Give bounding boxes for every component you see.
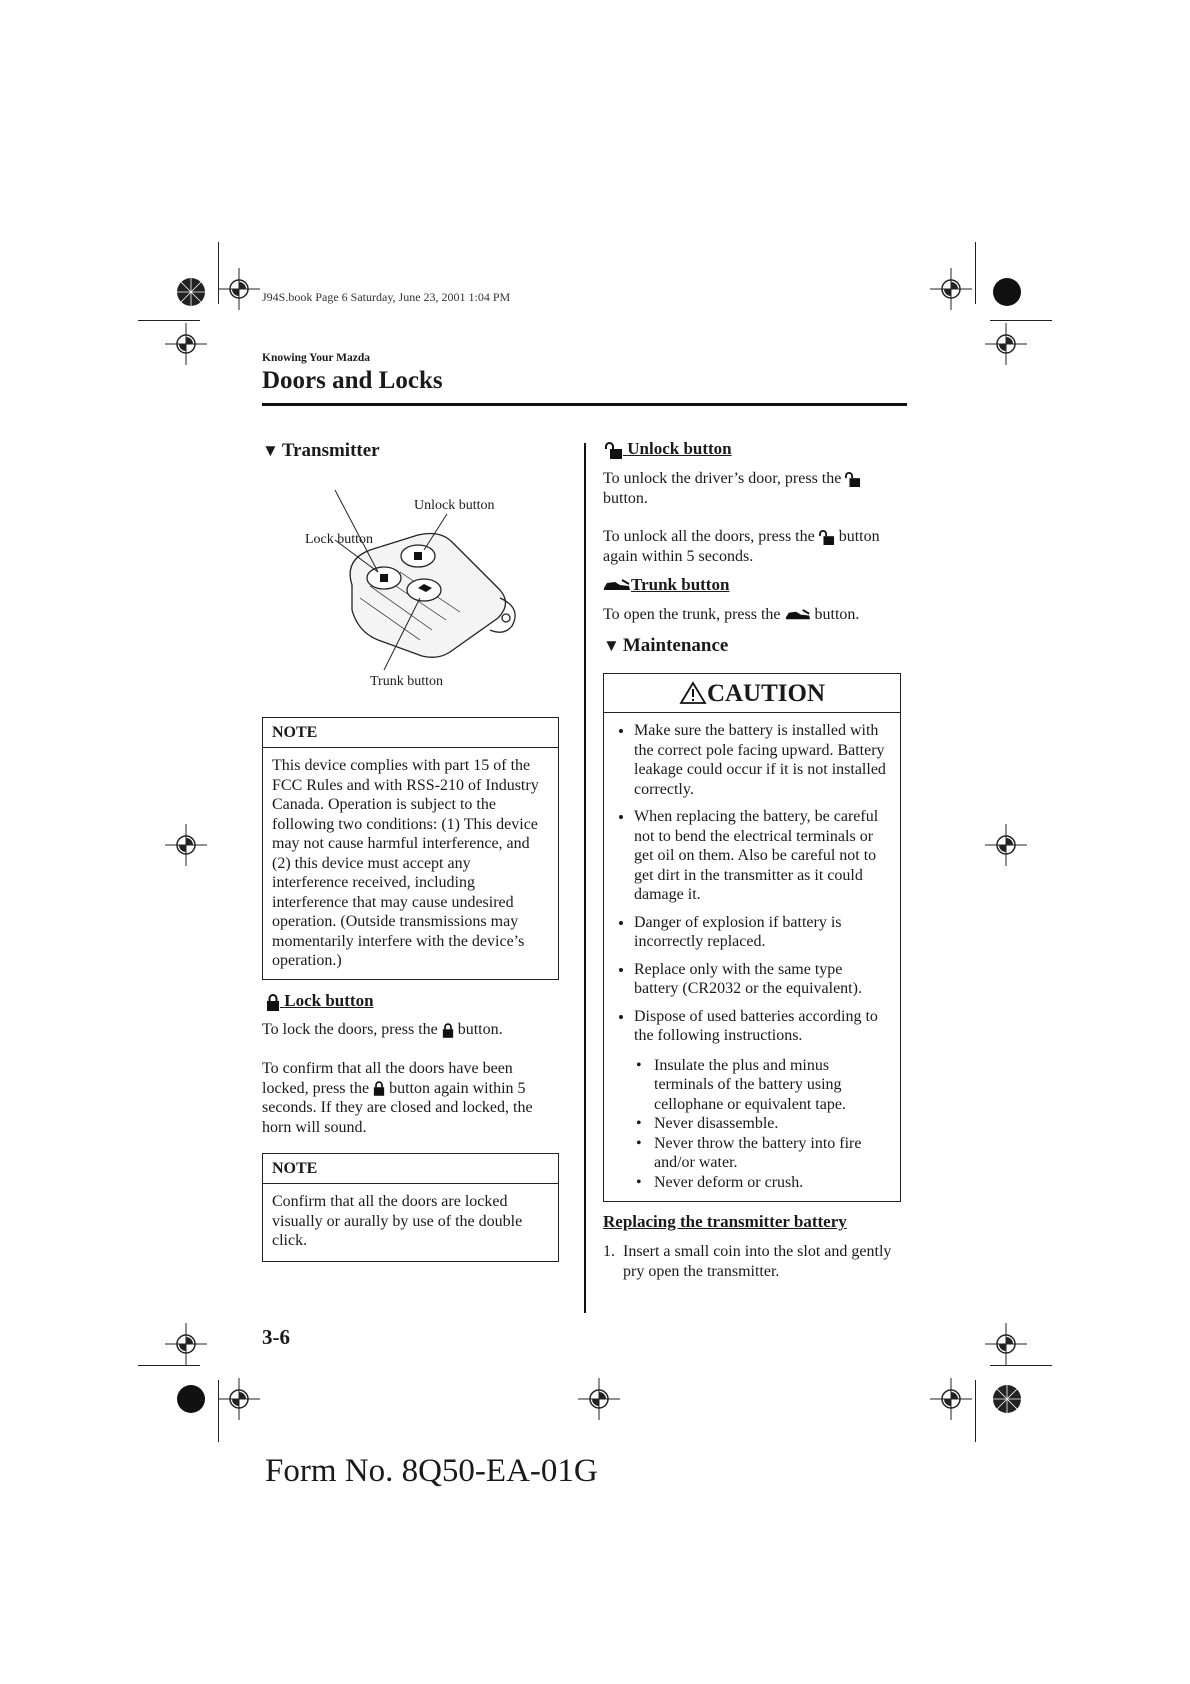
lock-button-callout: Lock button xyxy=(305,532,374,547)
caution-item: • Replace only with the same type battery (CR2032 or the equivalent). xyxy=(634,960,890,999)
transmitter-heading: ▼ Transmitter xyxy=(262,440,380,461)
caution-sublist xyxy=(634,1056,890,1193)
solid-dot-mark-icon xyxy=(992,277,1022,307)
note-box xyxy=(262,717,559,980)
starburst-mark-icon xyxy=(992,1384,1022,1414)
unlock-icon xyxy=(845,472,861,487)
caution-box xyxy=(603,673,901,1202)
lock-icon xyxy=(266,994,280,1011)
trunk-button-heading: Trunk button xyxy=(603,575,729,595)
registration-target-icon xyxy=(165,1323,207,1365)
caution-subitem: • Never disassemble. xyxy=(654,1114,890,1134)
lock-paragraph-1: To lock the doors, press the button. xyxy=(262,1021,503,1038)
transmitter-figure xyxy=(300,490,540,690)
page-title: Doors and Locks xyxy=(262,367,443,394)
registration-target-icon xyxy=(930,268,972,310)
caution-subitem: • Never throw the battery into fire and/or water. xyxy=(654,1134,890,1173)
section-label: Knowing Your Mazda xyxy=(262,352,370,364)
key-fob-illustration xyxy=(300,490,540,690)
unlock-paragraph-2: To unlock all the doors, press the button again within 5 seconds. xyxy=(603,528,880,565)
caution-item: • Dispose of used batteries according to the following instructions. • Insulate the plus and minus terminals of the battery using cellophane or equivalent tape. • Never disassemble. • Never throw the battery into fire and/or water. • Never deform or crush. xyxy=(634,1007,890,1193)
note-text: Confirm that all the doors are locked visually or aurally by use of the double click. xyxy=(272,1193,523,1249)
caution-item: • Make sure the battery is installed with the correct pole facing upward. Battery leakage could occur if it is not installed correctly. xyxy=(634,721,890,799)
registration-target-icon xyxy=(985,1323,1027,1365)
unlock-button-callout: Unlock button xyxy=(414,498,495,513)
caution-heading: CAUTION xyxy=(604,674,900,713)
step-text: Insert a small coin into the slot and gently pry open the transmitter. xyxy=(623,1243,892,1280)
registration-target-icon xyxy=(985,824,1027,866)
warning-triangle-icon xyxy=(679,681,707,705)
triangle-down-icon: ▼ xyxy=(262,441,279,460)
caution-list xyxy=(604,713,900,1206)
registration-target-icon xyxy=(218,1378,260,1420)
page-number: 3-6 xyxy=(262,1325,290,1349)
note-box xyxy=(262,1153,559,1262)
replacing-battery-heading: Replacing the transmitter battery xyxy=(603,1212,847,1231)
registration-target-icon xyxy=(930,1378,972,1420)
unlock-button-heading: Unlock button xyxy=(605,439,732,459)
caution-subitem: • Never deform or crush. xyxy=(654,1173,890,1193)
registration-target-icon xyxy=(985,323,1027,365)
note-text: This device complies with part 15 of the FCC Rules and with RSS-210 of Industry Canada. Operation is subject to the following two conditions: (1) This device may not cause harmful interference, and (2) this device must accept any interference received, including interference that may cause undesired operation. (Outside transmissions may momentarily interfere with the device’s operation.) xyxy=(272,757,539,969)
starburst-mark-icon xyxy=(176,277,206,307)
lock-button-heading: Lock button xyxy=(266,991,374,1011)
solid-dot-mark-icon xyxy=(176,1384,206,1414)
title-rule xyxy=(262,403,907,406)
trunk-icon xyxy=(785,609,811,622)
lock-icon xyxy=(373,1081,385,1096)
step-number: 1. xyxy=(603,1243,615,1260)
caution-item: • When replacing the battery, be careful not to bend the electrical terminals or get oil on them. Also be careful not to get dirt in the transmitter as it could damage it. xyxy=(634,807,890,905)
note-heading: NOTE xyxy=(263,718,558,748)
registration-target-icon xyxy=(218,268,260,310)
unlock-icon xyxy=(819,530,835,545)
registration-target-icon xyxy=(578,1378,620,1420)
caution-item: • Danger of explosion if battery is incorrectly replaced. xyxy=(634,913,890,952)
caution-subitem: • Insulate the plus and minus terminals of the battery using cellophane or equivalent tape. xyxy=(654,1056,890,1115)
trunk-paragraph: To open the trunk, press the button. xyxy=(603,606,860,623)
lock-paragraph-2: To confirm that all the doors have been locked, press the button again within 5 seconds. If they are closed and locked, the horn will sound. xyxy=(262,1060,533,1136)
column-divider xyxy=(584,443,586,1313)
trunk-button-callout: Trunk button xyxy=(370,674,444,689)
registration-target-icon xyxy=(165,824,207,866)
note-heading: NOTE xyxy=(263,1154,558,1184)
form-number: Form No. 8Q50-EA-01G xyxy=(265,1453,598,1489)
unlock-icon xyxy=(605,442,623,459)
lock-icon xyxy=(442,1023,454,1038)
trunk-icon xyxy=(603,579,631,593)
triangle-down-icon: ▼ xyxy=(603,636,620,655)
unlock-paragraph-1: To unlock the driver’s door, press the button. xyxy=(603,469,903,508)
maintenance-heading: ▼ Maintenance xyxy=(603,635,729,656)
book-info: J94S.book Page 6 Saturday, June 23, 2001 1:04 PM xyxy=(262,290,511,304)
replacing-step-1 xyxy=(603,1242,903,1281)
registration-target-icon xyxy=(165,323,207,365)
